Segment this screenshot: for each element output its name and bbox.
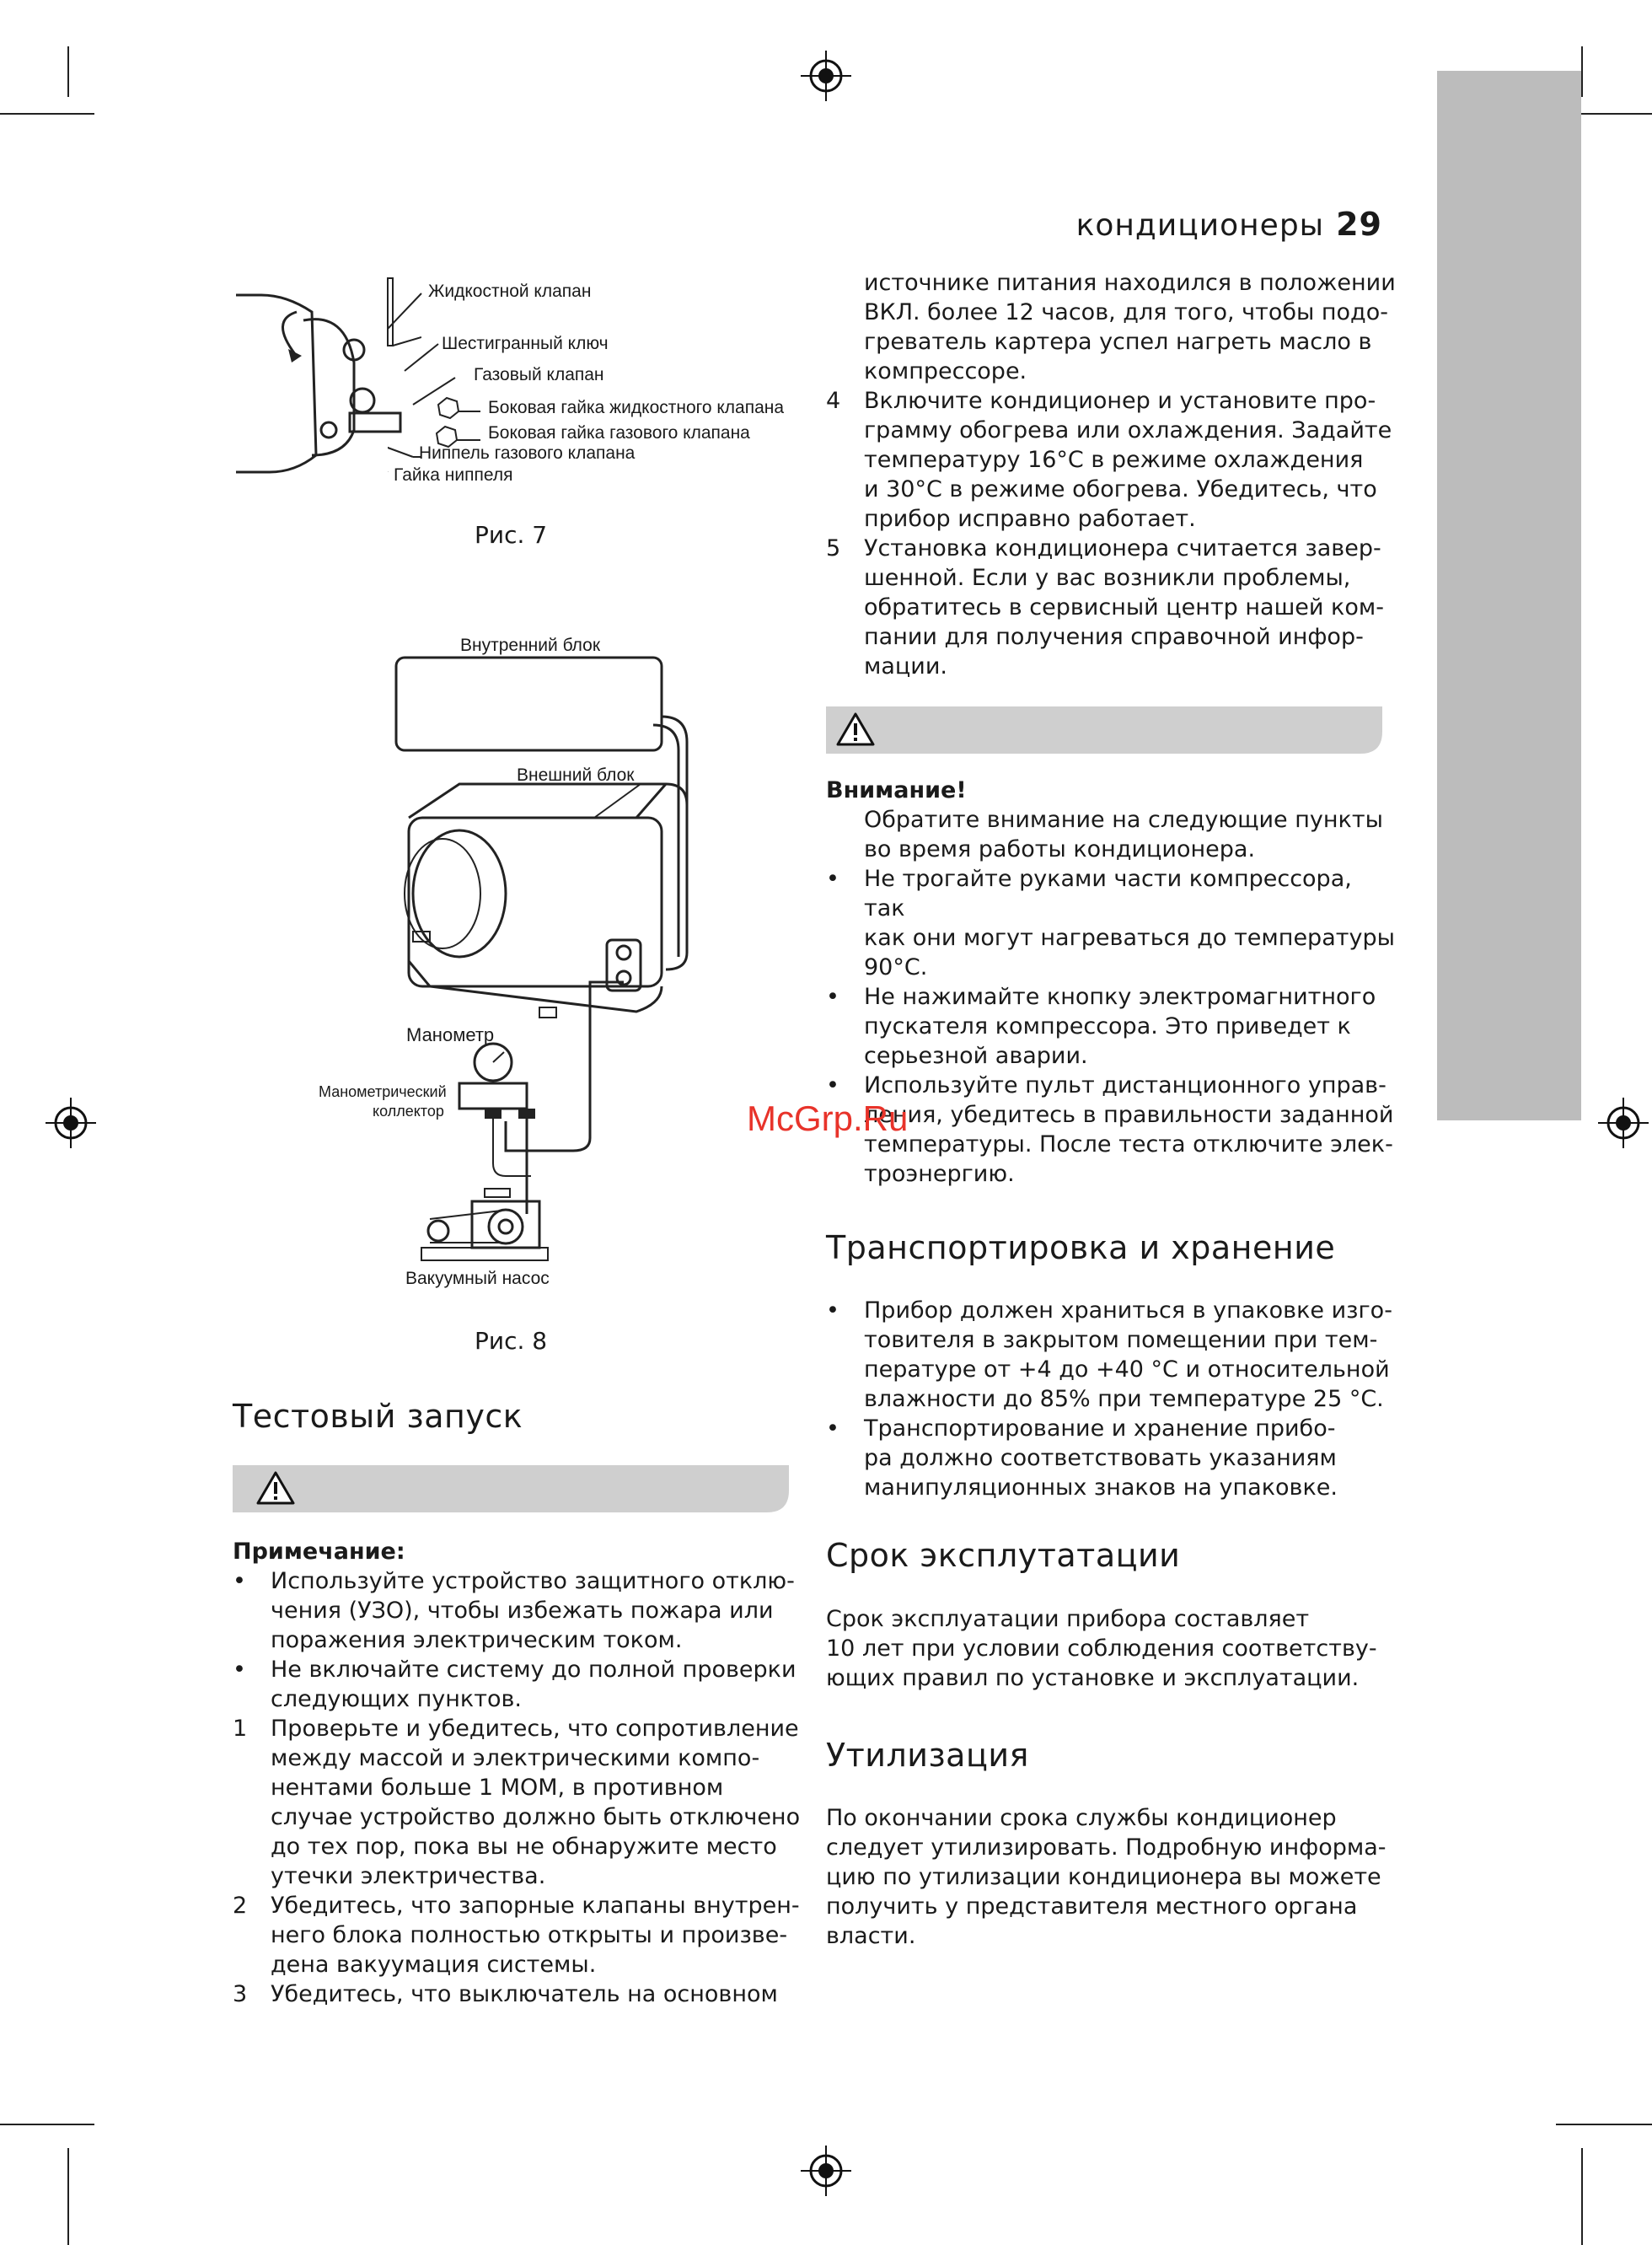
list-item — [826, 982, 1399, 1071]
text-line: Транспортирование и хранение прибо- — [864, 1415, 1336, 1442]
label-hex-key: Шестигранный ключ — [442, 334, 609, 353]
text-line: манипуляционных знаков на упаковке. — [864, 1474, 1338, 1501]
text-line: мации. — [864, 653, 947, 679]
text-line: поражения электрическим током. — [271, 1627, 683, 1653]
side-tab-band — [1437, 71, 1581, 1120]
header-section: кондиционеры — [1075, 208, 1325, 243]
service-life-text — [826, 1604, 1399, 1693]
label-gas-nipple: Ниппель газового клапана — [419, 443, 636, 463]
label-gas-side-nut: Боковая гайка газового клапана — [488, 423, 750, 443]
text-line: получить у представителя местного органа — [826, 1893, 1358, 1920]
label-manifold-1: Манометрический — [319, 1083, 447, 1100]
continued-text — [826, 268, 1399, 386]
text-line: источнике питания находился в положении — [864, 270, 1396, 296]
section-title-service-life: Срок эксплутатации — [826, 1537, 1181, 1574]
label-indoor-unit: Внутренний блок — [460, 636, 601, 655]
label-manifold-2: коллектор — [373, 1103, 444, 1120]
text-line: ра должно соответствовать указаниям — [864, 1445, 1337, 1471]
text-line: По окончании срока службы кондиционер — [826, 1805, 1337, 1831]
registration-mark-icon — [801, 51, 851, 101]
text-line: между массой и электрическими компо- — [271, 1745, 760, 1771]
test-run-list — [233, 1566, 806, 2009]
transport-list — [826, 1296, 1399, 1502]
list-item — [826, 1296, 1399, 1414]
label-nipple-nut: Гайка ниппеля — [394, 465, 513, 485]
list-marker: 5 — [826, 535, 841, 561]
system-diagram — [303, 649, 716, 1281]
registration-mark-icon — [1598, 1098, 1649, 1148]
text-line: следующих пунктов. — [271, 1686, 522, 1712]
list-item — [233, 1891, 806, 1979]
text-line: ления, убедитесь в правильности заданной — [864, 1102, 1394, 1128]
text-line: следует утилизировать. Подробную информа- — [826, 1834, 1386, 1861]
text-line: и 30°С в режиме обогрева. Убедитесь, что — [864, 476, 1377, 502]
text-line: Не включайте систему до полной проверки — [271, 1657, 796, 1683]
text-line: утечки электричества. — [271, 1863, 546, 1889]
disposal-text — [826, 1803, 1399, 1951]
text-line: обратитесь в сервисный центр нашей ком- — [864, 594, 1384, 620]
text-line: прибор исправно работает. — [864, 506, 1196, 532]
text-line: Убедитесь, что запорные клапаны внутрен- — [271, 1893, 800, 1919]
text-line: грамму обогрева или охлаждения. Задайте — [864, 417, 1392, 443]
attention-block — [826, 776, 1399, 1189]
registration-mark-icon — [801, 2146, 851, 2196]
attention-intro — [826, 805, 1399, 864]
test-run-notes — [233, 1537, 806, 2009]
list-item — [826, 1071, 1399, 1189]
attention-warning-bar — [826, 706, 1382, 754]
warning-triangle-icon — [256, 1470, 295, 1506]
text-line: Установка кондиционера считается завер- — [864, 535, 1381, 561]
label-liquid-side-nut: Боковая гайка жидкостного клапана — [488, 398, 785, 417]
test-run-list-continued — [826, 386, 1399, 681]
list-marker: 4 — [826, 388, 841, 414]
attention-label: Внимание! — [826, 777, 967, 803]
text-line: 10 лет при условии соблюдения соответству- — [826, 1635, 1377, 1662]
list-marker: • — [826, 1415, 839, 1442]
list-item — [233, 1655, 806, 1714]
page-header — [1076, 206, 1382, 243]
label-vacuum-pump: Вакуумный насос — [405, 1269, 550, 1288]
note-warning-bar — [233, 1465, 789, 1512]
list-item — [233, 1566, 806, 1655]
text-line: как они могут нагреваться до температуры — [864, 925, 1395, 951]
list-item — [826, 1414, 1399, 1502]
text-line: ющих правил по установке и эксплуатации. — [826, 1665, 1360, 1691]
text-line: шенной. Если у вас возникли проблемы, — [864, 565, 1351, 591]
text-line: пании для получения справочной инфор- — [864, 624, 1364, 650]
text-line: Обратите внимание на следующие пункты — [864, 807, 1383, 833]
text-line: температуры. После теста отключите элек- — [864, 1131, 1393, 1157]
list-marker: 1 — [233, 1716, 248, 1742]
text-line: 90°С. — [864, 954, 928, 980]
figure-8-caption: Рис. 8 — [475, 1327, 548, 1355]
list-marker: • — [826, 866, 839, 892]
warning-triangle-icon — [836, 712, 875, 747]
registration-mark-icon — [46, 1098, 96, 1148]
text-line: пускателя компрессора. Это приведет к — [864, 1013, 1351, 1039]
text-line: греватель картера успел нагреть масло в — [864, 329, 1372, 355]
watermark: McGrp.Ru — [747, 1098, 909, 1138]
label-liquid-valve: Жидкостной клапан — [428, 282, 592, 301]
text-line: товителя в закрытом помещении при тем- — [864, 1327, 1378, 1353]
text-line: компрессоре. — [864, 358, 1027, 384]
text-line: дена вакуумация системы. — [271, 1952, 597, 1978]
text-line: Срок эксплуатации прибора составляет — [826, 1606, 1310, 1632]
list-marker: • — [233, 1568, 246, 1594]
text-line: пературе от +4 до +40 °С и относительной — [864, 1356, 1390, 1383]
text-line: Убедитесь, что выключатель на основном — [271, 1981, 778, 2007]
note-label: Примечание: — [233, 1539, 405, 1565]
list-marker: 2 — [233, 1893, 248, 1919]
text-line: Не нажимайте кнопку электромагнитного — [864, 984, 1376, 1010]
list-marker: • — [233, 1657, 246, 1683]
right-column-top — [826, 268, 1399, 681]
section-title-disposal: Утилизация — [826, 1737, 1029, 1774]
list-marker: • — [826, 1297, 839, 1324]
section-title-test-run: Тестовый запуск — [233, 1398, 523, 1435]
text-line: власти. — [826, 1923, 916, 1949]
label-gas-valve: Газовый клапан — [474, 365, 604, 384]
list-marker: 3 — [233, 1981, 248, 2007]
label-manometer: Манометр — [406, 1024, 495, 1045]
list-marker: • — [826, 1072, 839, 1098]
text-line: Прибор должен храниться в упаковке изго- — [864, 1297, 1392, 1324]
page-number: 29 — [1336, 206, 1382, 243]
section-title-transport: Транспортировка и хранение — [826, 1229, 1336, 1266]
text-line: Не трогайте руками части компрессора, так — [864, 866, 1352, 921]
label-outdoor-unit: Внешний блок — [517, 765, 635, 785]
text-line: Используйте устройство защитного отклю- — [271, 1568, 795, 1594]
text-line: него блока полностью открыты и произве- — [271, 1922, 788, 1948]
text-line: Используйте пульт дистанционного управ- — [864, 1072, 1386, 1098]
text-line: Включите кондиционер и установите про- — [864, 388, 1376, 414]
text-line: случае устройство должно быть отключено — [271, 1804, 801, 1830]
text-line: серьезной аварии. — [864, 1043, 1088, 1069]
text-line: троэнергию. — [864, 1161, 1015, 1187]
list-item — [233, 1979, 806, 2009]
list-item — [826, 534, 1399, 681]
list-marker: • — [826, 984, 839, 1010]
text-line: Проверьте и убедитесь, что сопротивление — [271, 1716, 799, 1742]
list-item — [826, 864, 1399, 982]
attention-list — [826, 864, 1399, 1189]
list-item — [233, 1714, 806, 1891]
transport-block — [826, 1296, 1399, 1502]
text-line: нентами больше 1 МОМ, в противном — [271, 1775, 724, 1801]
list-item — [826, 386, 1399, 534]
figure-7-caption: Рис. 7 — [475, 521, 548, 549]
text-line: во время работы кондиционера. — [864, 836, 1256, 862]
text-line: цию по утилизации кондиционера вы можете — [826, 1864, 1381, 1890]
text-line: до тех пор, пока вы не обнаружите место — [271, 1834, 777, 1860]
text-line: влажности до 85% при температуре 25 °С. — [864, 1386, 1384, 1412]
text-line: чения (УЗО), чтобы избежать пожара или — [271, 1598, 774, 1624]
text-line: температуру 16°С в режиме охлаждения — [864, 447, 1364, 473]
text-line: ВКЛ. более 12 часов, для того, чтобы подо- — [864, 299, 1388, 325]
